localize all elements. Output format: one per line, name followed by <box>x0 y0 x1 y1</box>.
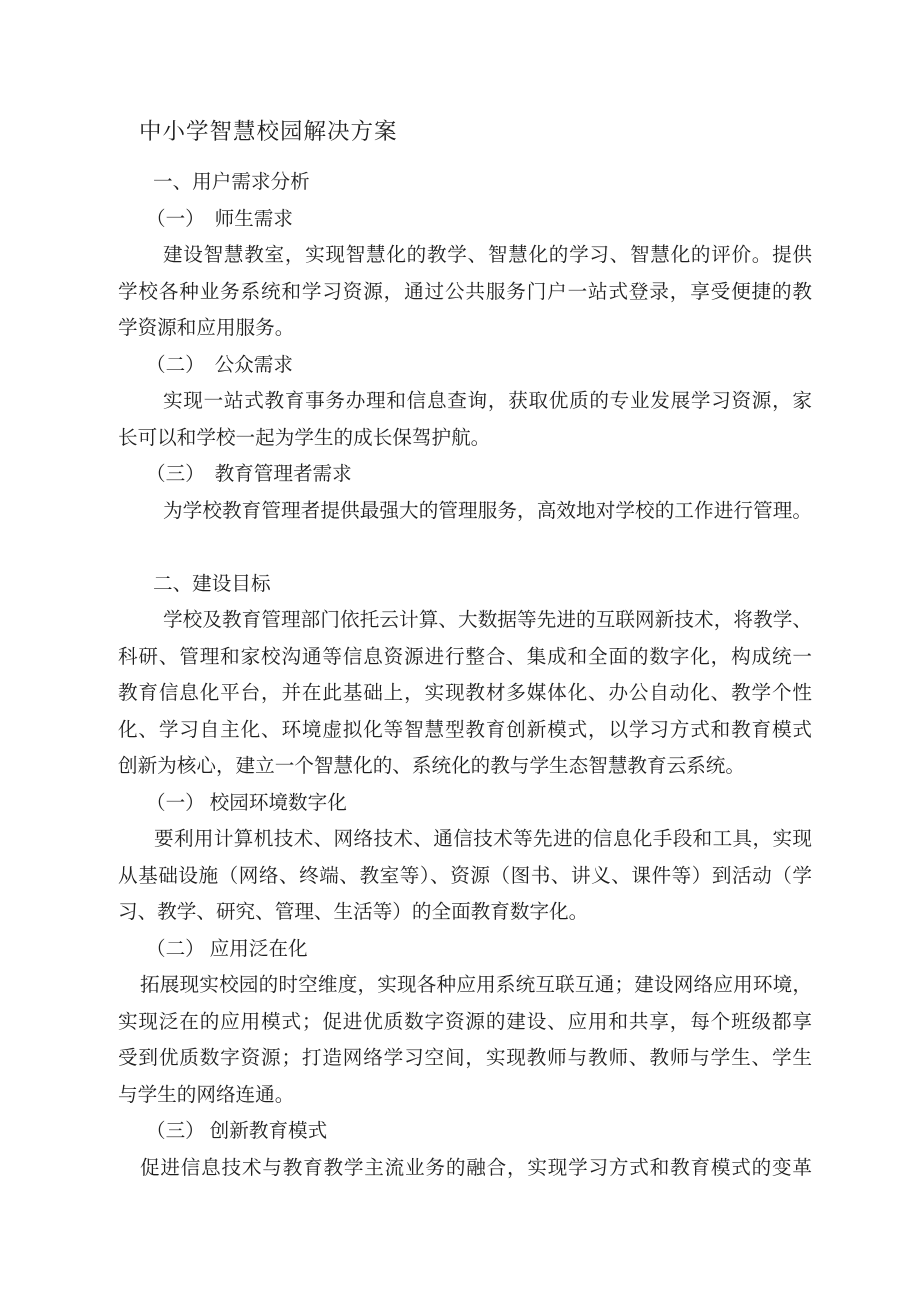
paragraph-line: 受到优质数字资源；打造网络学习空间，实现教师与教师、教师与学生、学生 <box>118 1048 812 1069</box>
sub-heading: （一） 校园环境数字化 <box>146 792 347 814</box>
sub-heading: （三） 创新教育模式 <box>146 1121 328 1142</box>
document-body <box>118 165 812 1187</box>
paragraph-line: 实现泛在的应用模式；促进优质数字资源的建设、应用和共享，每个班级都享 <box>118 1011 812 1033</box>
sub-heading: （二） 公众需求 <box>146 354 293 376</box>
paragraph-line: 促进信息技术与教育教学主流业务的融合，实现学习方式和教育模式的变革 <box>140 1157 812 1179</box>
paragraph-line: 习、教学、研究、管理、生活等）的全面教育数字化。 <box>118 902 589 923</box>
document-title: 中小学智慧校园解决方案 <box>139 119 398 144</box>
paragraph-line: 学资源和应用服务。 <box>118 318 295 339</box>
paragraph-line: 拓展现实校园的时空维度，实现各种应用系统互联互通；建设网络应用环境， <box>140 975 812 996</box>
blank-line <box>118 530 812 567</box>
sub-heading: （三） 教育管理者需求 <box>146 464 352 485</box>
paragraph-line: 建设智慧教室，实现智慧化的教学、智慧化的学习、智慧化的评价。提供 <box>163 245 812 266</box>
paragraph-line: 学校及教育管理部门依托云计算、大数据等先进的互联网新技术，将教学、 <box>163 610 812 631</box>
paragraph-line: 创新为核心，建立一个智慧化的、系统化的教与学生态智慧教育云系统。 <box>118 756 745 777</box>
section-heading: 二、建设目标 <box>153 573 271 595</box>
sub-heading: （一） 师生需求 <box>146 208 293 230</box>
paragraph-line: 教育信息化平台，并在此基础上，实现教材多媒体化、办公自动化、教学个性 <box>118 683 812 704</box>
section-heading: 一、用户需求分析 <box>153 172 310 193</box>
paragraph-line: 为学校教育管理者提供最强大的管理服务，高效地对学校的工作进行管理。 <box>163 500 812 522</box>
sub-heading: （二） 应用泛在化 <box>146 938 308 960</box>
paragraph-line: 化、学习自主化、环境虚拟化等智慧型教育创新模式，以学习方式和教育模式 <box>118 719 812 741</box>
paragraph-line: 长可以和学校一起为学生的成长保驾护航。 <box>118 427 491 449</box>
paragraph-line: 学校各种业务系统和学习资源，通过公共服务门户一站式登录，享受便捷的教 <box>118 281 812 303</box>
paragraph-line: 实现一站式教育事务办理和信息查询，获取优质的专业发展学习资源，家 <box>163 391 812 412</box>
paragraph-line: 科研、管理和家校沟通等信息资源进行整合、集成和全面的数字化，构成统一 <box>118 646 812 668</box>
paragraph-line: 从基础设施（网络、终端、教室等）、资源（图书、讲义、课件等）到活动（学 <box>118 865 812 887</box>
document-content <box>118 118 812 1187</box>
paragraph-line: 与学生的网络连通。 <box>118 1084 295 1106</box>
paragraph-line: 要利用计算机技术、网络技术、通信技术等先进的信息化手段和工具，实现 <box>154 829 812 850</box>
